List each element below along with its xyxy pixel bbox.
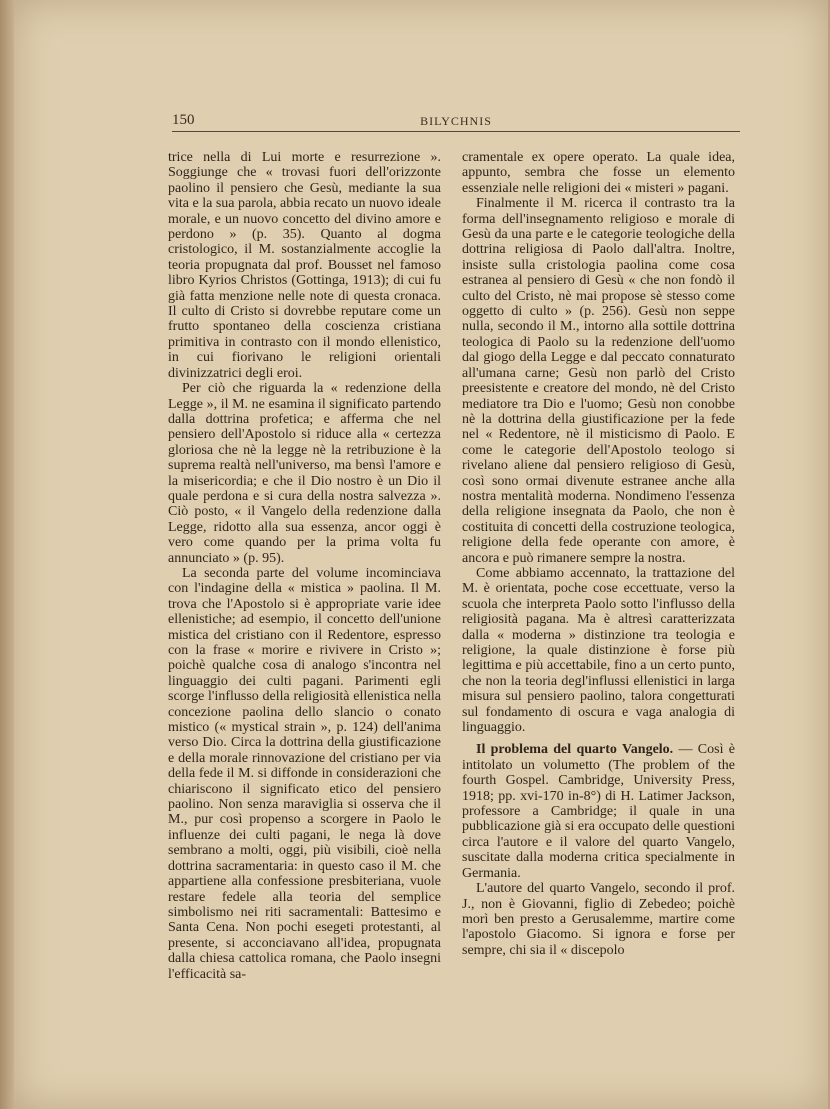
paragraph: Finalmente il M. ricerca il contrasto tra la forma dell'insegnamento religioso e morale di Gesù da una parte e le categorie teologiche della dottrina religiosa di Paolo dall'altra. Inoltre, insiste sulla cristologia paolina come cosa estranea al pensiero di Gesù « che non fondò il culto del Cristo, nè mai propose sè stesso come oggetto di culto » (p. 256). Gesù non seppe nulla, secondo il M., intorno alla sottile dottrina teologica di Paolo su la redenzione dell'uomo dal giogo della Legge e dal peccato connaturato all'umana carne; Gesù non parlò del Cristo preesistente e creatore del mondo, nè del Cristo mediatore tra Dio e l'uomo; Gesù non conobbe nè la dottrina della giustificazione per la fede nel « Redentore, nè il misticismo di Paolo. E come le categorie dell'Apostolo teologo si rivelano aliene dal pensiero religioso di Gesù, così sono ormai divenute estranee anche alla nostra mentalità moderna. Nondimeno l'essenza della religione insegnata da Paolo, che non è costituita di concetti della costruzione teologica, religione della fede operante con amore, è ancora e può rimanere sempre la nostra. — [462, 196, 735, 566]
page-edge — [0, 0, 14, 1109]
paragraph: La seconda parte del volume incominciava con l'indagine della « mistica » paolina. Il M. trova che l'Apostolo si è appropriate varie idee ellenistiche; ad esempio, il concetto dell'unione mistica del cristiano con il Redentore, espresso con la frase « morire e rivivere in Cristo »; poichè qualche cosa di analogo s'incontra nel linguaggio dei culti pagani. Parimenti egli scorge l'influsso della religiosità ellenistica nella concezione paolina dello slancio o conato mistico (« mystical strain », p. 124) dell'anima verso Dio. Circa la dottrina della giustificazione e della morale rinnovazione del cristiano per via della fede il M. si diffonde in considerazioni che chiariscono il significato etico del pensiero paolino. Non senza maraviglia si osserva che il M., pur così propenso a scorgere in Paolo le influenze dei culti pagani, le nega là dove sembrano a molti, oggi, più visibili, cioè nella dottrina sacramentaria: in questo caso il M. che appartiene alla confessione presbiteriana, vuole restare fedele alla teoria del semplice simbolismo nei riti sacramentali: Battesimo e Santa Cena. Non pochi esegeti protestanti, al presente, si acconciavano all'idea, propugnata dalla chiesa cattolica romana, che Paolo insegni l'efficacità sa- — [168, 565, 441, 982]
paragraph: L'autore del quarto Vangelo, secondo il prof. J., non è Giovanni, figlio di Zebedeo; poichè morì ben presto a Gerusalemme, martire come l'apostolo Giacomo. Si ignora e forse per sempre, chi sia il « discepolo — [462, 881, 735, 958]
right-column — [462, 150, 735, 958]
paragraph: Come abbiamo accennato, la trattazione del M. è orientata, poche cose eccettuate, verso la scuola che interpreta Paolo sotto l'influsso della religiosità pagana. Ma è altresì caratterizzata dalla « moderna » distinzione tra teologia e religione, la quale distinzione è forse più legittima e più accettabile, fino a un certo punto, che non la teoria degl'influssi ellenistici in larga misura sul pensiero paolino, talora congetturati sul fondamento di oscura e vaga analogia di linguaggio. — [462, 565, 735, 736]
journal-title: BILYCHNIS — [420, 114, 492, 128]
section-text: — Così è intitolato un volumetto (The problem of the fourth Gospel. Cambridge, University Press, 1918; pp. xvi-170 in-8°) di H. Latimer Jackson, professore a Cambridge; il quale in una pubblicazione già si era occupato delle questioni circa l'autore e il valore del quarto Vangelo, suscitate dalla moderna critica specialmente in Germania. — [462, 742, 736, 881]
page-number: 150 — [172, 112, 195, 128]
paragraph: Per ciò che riguarda la « redenzione della Legge », il M. ne esamina il significato partendo dalla dottrina profetica; e afferma che nel pensiero dell'Apostolo si riduce alla « certezza gloriosa che nè la legge nè la retribuzione è la suprema realtà nell'universo, ma bensì l'amore e la misericordia; e che il Dio nostro è un Dio il quale perdona e si cura della nostra salvezza ». Ciò posto, « il Vangelo della redenzione dalla Legge, ridotto alla sua essenza, ancor oggi è vero come quando per la prima volta fu annunciato » (p. 95). — [168, 381, 441, 566]
section-paragraph — [462, 742, 735, 881]
header-rule — [172, 131, 740, 132]
page-header — [172, 112, 740, 132]
paragraph: cramentale ex opere operato. La quale idea, appunto, sembra che fosse un elemento essenziale nelle religioni dei « misteri » pagani. — [462, 150, 735, 196]
left-column — [168, 150, 441, 982]
section-heading: Il problema del quarto Vangelo. — [476, 742, 674, 758]
paragraph: trice nella di Lui morte e resurrezione ». Soggiunge che « trovasi fuori dell'orizzonte paolino il pensiero che Gesù, mediante la sua vita e la sua parola, abbia recato un nuovo ideale morale, e un nuovo concetto del divino amore e perdono » (p. 35). Quanto al dogma cristologico, il M. sostanzialmente accoglie la teoria propugnata dal prof. Bousset nel famoso libro Kyrios Christos (Gottinga, 1913); di cui fu già fatta menzione nelle note di questa cronaca. Il culto di Cristo si dovrebbe reputare come un frutto spontaneo della coscienza cristiana primitiva in contrasto con il mondo ellenistico, in cui fiorivano le religioni orientali divinizzatrici degli eroi. — [168, 150, 441, 381]
